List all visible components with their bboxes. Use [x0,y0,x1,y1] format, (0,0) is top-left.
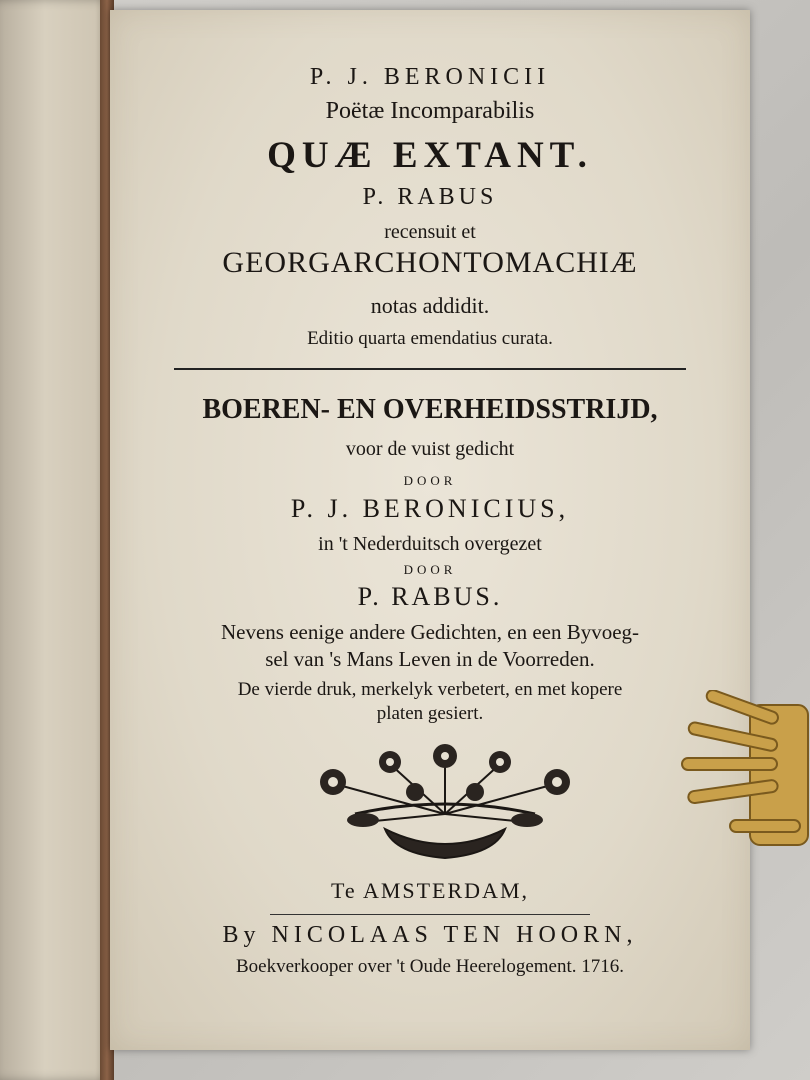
translator: P. RABUS. [357,582,503,611]
imprint-address: Boekverkooper over 't Oude Heerelogement. 1716. [235,956,625,977]
divider-rule [174,368,686,370]
additions-line-1: Nevens eenige andere Gedichten, en een Byvoeg- [220,620,640,644]
edition-dutch-1: De vierde druk, merkelyk verbetert, en met kopere [237,679,623,700]
editor-latin: P. RABUS [362,184,498,210]
recensuit-line: recensuit et [384,221,476,243]
additions-line-2: sel van 's Mans Leven in de Voorreden. [265,647,595,671]
brass-page-clip-icon [680,690,810,860]
left-page [0,0,112,1080]
dutch-title: BOEREN- EN OVERHEIDSSTRIJD, [202,394,658,425]
door-1: DOOR [403,473,457,488]
imprint-printer: By NICOLAAS TEN HOORN, [222,922,638,948]
author-latin: P. J. BERONICII [309,64,551,90]
edition-dutch-2: platen gesiert. [376,703,484,724]
flower-basket-woodcut-icon [295,734,595,864]
edition-latin: Editio quarta emendatius curata. [307,328,553,349]
imprint-rule [270,914,590,915]
translated-line: in 't Nederduitsch overgezet [318,533,542,555]
title-page [110,10,750,1050]
notas-line: notas addidit. [370,293,490,318]
main-title: QUÆ EXTANT. [267,135,593,176]
epithet: Poëtæ Incomparabilis [325,98,535,124]
subtitle-latin: GEORGARCHONTOMACHIÆ [222,246,638,279]
dutch-subtitle: voor de vuist gedicht [345,438,515,460]
door-2: DOOR [403,562,457,577]
author-dutch: P. J. BERONICIUS, [290,494,570,523]
imprint-place: Te AMSTERDAM, [330,878,530,903]
